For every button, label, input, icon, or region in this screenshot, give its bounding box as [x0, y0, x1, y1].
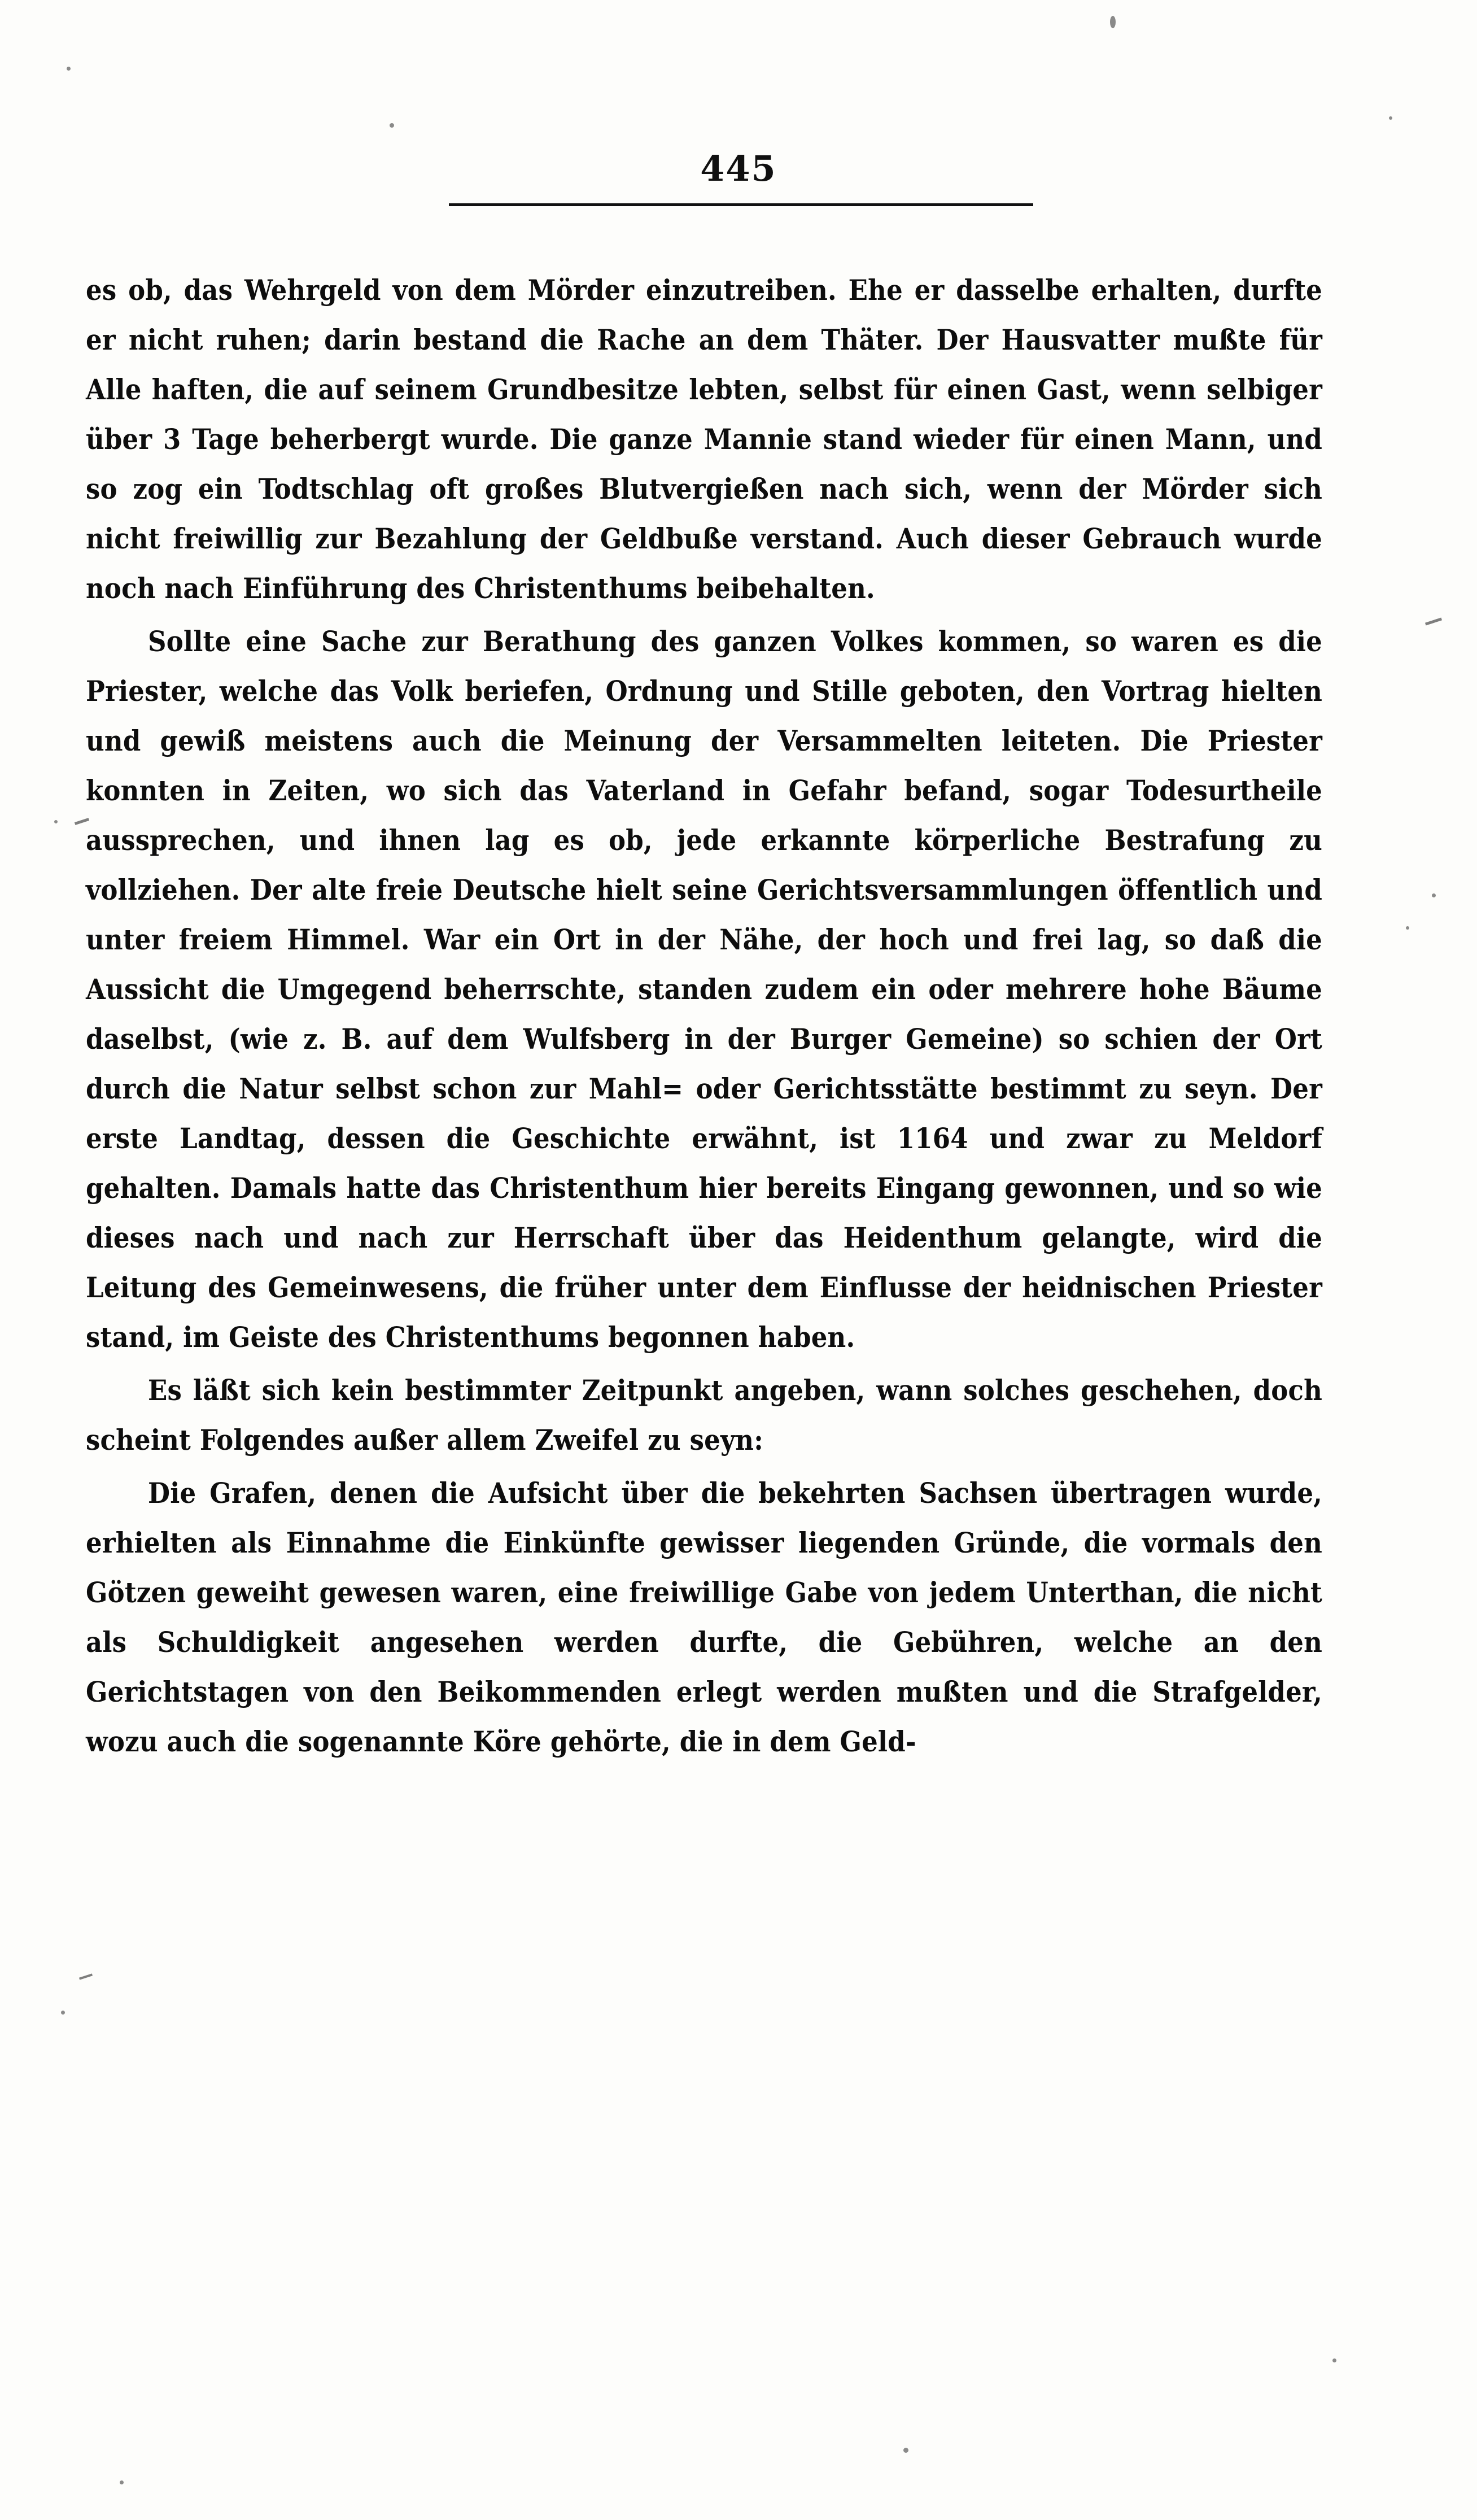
scan-speck	[390, 123, 394, 128]
scan-tick	[1425, 617, 1442, 625]
scan-speck	[1406, 926, 1409, 930]
scan-speck	[120, 2480, 124, 2484]
paragraph: Die Grafen, denen die Aufsicht über die bekehrten Sachsen übertragen wurde, erhielten als Einnahme die Einkünfte gewisser liegenden Gründe, die vormals den Götzen geweiht gewesen waren, eine freiwillige Gabe von jedem Unterthan, die nicht als Schuldigkeit angesehen werden durfte, die Gebühren, welche an den Gerichtstagen von den Beikommenden erlegt werden mußten und die Strafgelder, wozu auch die sogenannte Köre gehörte, die in dem Geld-	[86, 1476, 1322, 1758]
body-text	[86, 265, 1322, 1767]
scan-speck	[1110, 16, 1116, 28]
scan-speck	[903, 2448, 908, 2453]
page-number: 445	[700, 148, 777, 189]
paragraph: Sollte eine Sache zur Berathung des ganzen Volkes kommen, so waren es die Priester, welche das Volk beriefen, Ordnung und Stille geboten, den Vortrag hielten und gewiß meistens auch die Meinung der Versammelten leiteten. Die Priester konnten in Zeiten, wo sich das Vaterland in Gefahr befand, sogar Todesurtheile aussprechen, und ihnen lag es ob, jede erkannte körperliche Bestrafung zu vollziehen. Der alte freie Deutsche hielt seine Gerichtsversammlungen öffentlich und unter freiem Himmel. War ein Ort in der Nähe, der hoch und frei lag, so daß die Aussicht die Umgegend beherrschte, standen zudem ein oder mehrere hohe Bäume daselbst, (wie z. B. auf dem Wulfsberg in der Burger Gemeine) so schien der Ort durch die Natur selbst schon zur Mahl= oder Gerichtsstätte bestimmt zu seyn. Der erste Landtag, dessen die Geschichte erwähnt, ist 1164 und zwar zu Meldorf gehalten. Damals hatte das Christenthum hier bereits Eingang gewonnen, und so wie dieses nach und nach zur Herrschaft über das Heidenthum gelangte, wird die Leitung des Gemeinwesens, die früher unter dem Einflusse der heidnischen Priester stand, im Geiste des Christenthums begonnen haben.	[86, 625, 1322, 1354]
paragraph: es ob, das Wehrgeld von dem Mörder einzutreiben. Ehe er dasselbe erhalten, durfte er nicht ruhen; darin bestand die Rache an dem Thäter. Der Hausvatter mußte für Alle haften, die auf seinem Grundbesitze lebten, selbst für einen Gast, wenn selbiger über 3 Tage beherbergt wurde. Die ganze Mannie stand wieder für einen Mann, und so zog ein Todtschlag oft großes Blutvergießen nach sich, wenn der Mörder sich nicht freiwillig zur Bezahlung der Geldbuße verstand. Auch dieser Gebrauch wurde noch nach Einführung des Christenthums beibehalten.	[86, 273, 1322, 605]
scan-tick	[79, 1973, 93, 1980]
scan-speck	[67, 67, 71, 71]
scan-speck	[1389, 116, 1392, 120]
page-number-rule	[449, 203, 1033, 206]
paragraph: Es läßt sich kein bestimmter Zeitpunkt angeben, wann solches geschehen, doch scheint Folgendes außer allem Zweifel zu seyn:	[86, 1374, 1322, 1457]
page-number-block	[0, 148, 1477, 189]
scan-speck	[54, 820, 58, 823]
scan-speck	[1432, 893, 1436, 897]
scan-speck	[61, 2011, 65, 2015]
scan-speck	[1332, 2358, 1336, 2362]
